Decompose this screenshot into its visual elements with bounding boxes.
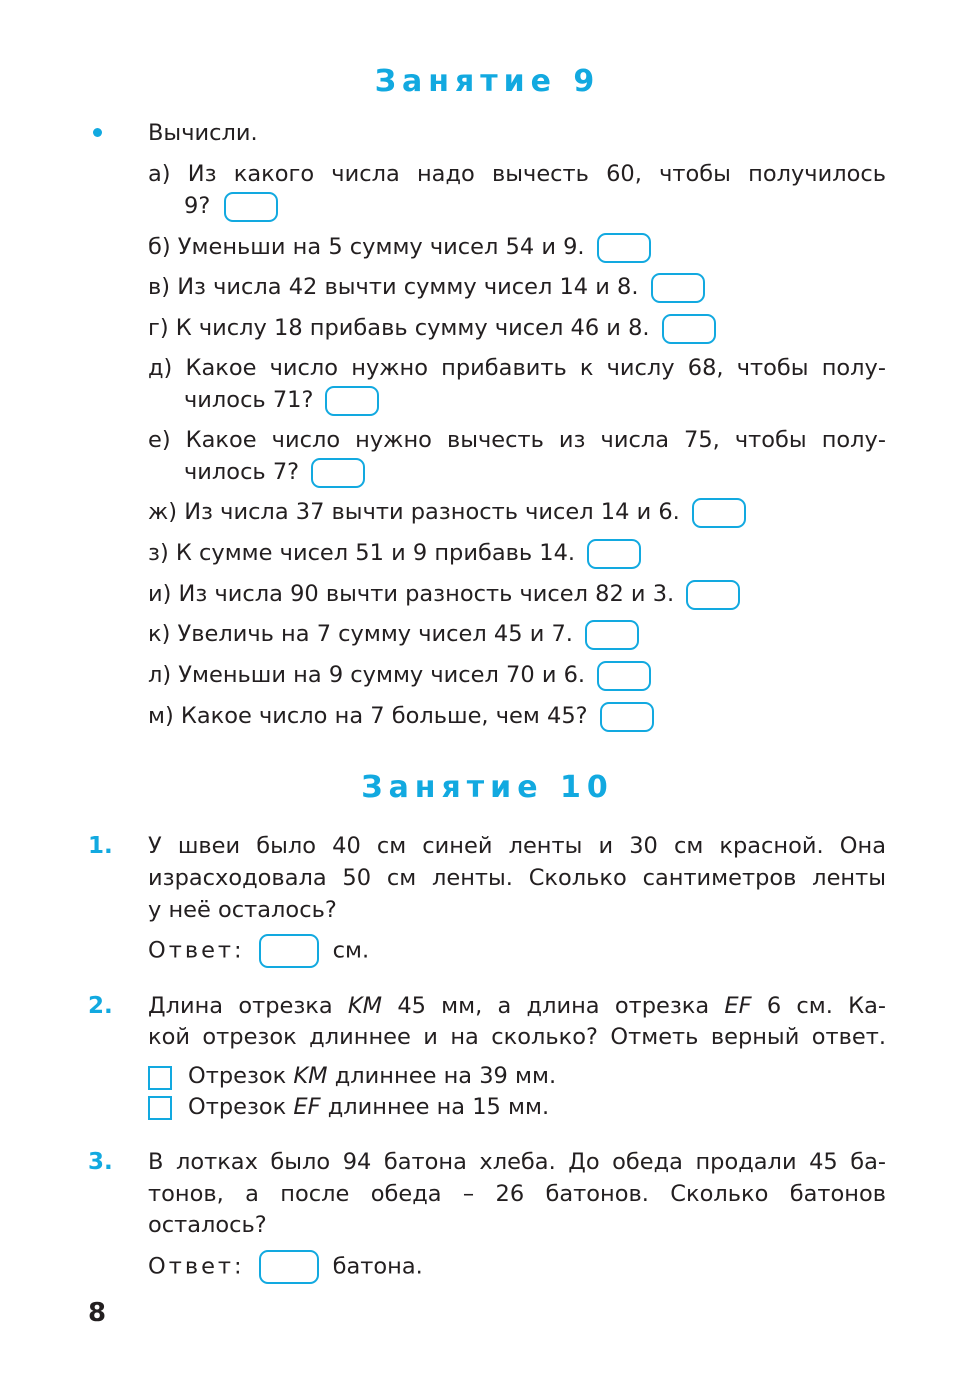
answer-box[interactable] <box>600 702 654 732</box>
answer-box[interactable] <box>597 661 651 691</box>
answer-box[interactable] <box>585 620 639 650</box>
item-l: л) Уменьши на 9 сумму чисел 70 и 6. <box>148 659 651 691</box>
task1-line1: У швеи было 40 см синей ленты и 30 см красной. Она <box>148 833 886 859</box>
item-i: и) Из числа 90 вычти разность чисел 82 и 3. <box>148 578 740 610</box>
task1-answer-row <box>148 934 369 968</box>
item-d-line2: чилось 71? <box>184 384 379 416</box>
item-k: к) Увеличь на 7 сумму чисел 45 и 7. <box>148 618 639 650</box>
item-e-line2: чилось 7? <box>184 456 365 488</box>
task-number: 2. <box>88 993 113 1019</box>
answer-box[interactable] <box>651 273 705 303</box>
option2-checkbox[interactable] <box>148 1096 172 1120</box>
item-g: г) К числу 18 прибавь сумму чисел 46 и 8. <box>148 312 716 344</box>
answer-unit: см. <box>332 937 370 964</box>
item-d-line1: д) Какое число нужно прибавить к числу 68, чтобы полу- <box>148 355 886 381</box>
task-number: 1. <box>88 833 113 859</box>
answer-label: Ответ: <box>148 1253 245 1280</box>
answer-box[interactable] <box>311 458 365 488</box>
item-v: в) Из числа 42 вычти сумму чисел 14 и 8. <box>148 271 705 303</box>
task3-line1: В лотках было 94 батона хлеба. До обеда продали 45 ба- <box>148 1149 886 1175</box>
page-number: 8 <box>88 1298 107 1328</box>
option1-checkbox[interactable] <box>148 1066 172 1090</box>
answer-box[interactable] <box>587 539 641 569</box>
task3-line3: осталось? <box>148 1212 267 1238</box>
item-a-line1: а) Из какого числа надо вычесть 60, чтобы получилось <box>148 161 886 187</box>
lesson-9-title: Занятие 9 <box>374 64 601 99</box>
task1-line3: у неё осталось? <box>148 897 337 923</box>
task3-line2: тонов, а после обеда – 26 батонов. Сколько батонов <box>148 1181 886 1207</box>
answer-box[interactable] <box>686 580 740 610</box>
answer-box[interactable] <box>325 386 379 416</box>
option2-label: Отрезок EF длиннее на 15 мм. <box>188 1094 550 1120</box>
answer-unit: батона. <box>332 1253 423 1280</box>
task1-line2: израсходовала 50 см ленты. Сколько сантиметров ленты <box>148 865 886 891</box>
item-zh: ж) Из числа 37 вычти разность чисел 14 и 6. <box>148 496 746 528</box>
answer-box[interactable] <box>692 498 746 528</box>
answer-box[interactable] <box>224 192 278 222</box>
answer-label: Ответ: <box>148 937 245 964</box>
item-z: з) К сумме чисел 51 и 9 прибавь 14. <box>148 537 641 569</box>
item-a-line2: 9? <box>184 190 278 222</box>
item-b: б) Уменьши на 5 сумму чисел 54 и 9. <box>148 231 651 263</box>
bullet-icon <box>93 128 102 137</box>
answer-box[interactable] <box>597 233 651 263</box>
task2-line1: Длина отрезка KM 45 мм, а длина отрезка EF 6 см. Ка- <box>148 993 886 1019</box>
task-number: 3. <box>88 1149 113 1175</box>
item-m: м) Какое число на 7 больше, чем 45? <box>148 700 654 732</box>
task2-line2: кой отрезок длиннее и на сколько? Отметь верный ответ. <box>148 1024 886 1050</box>
answer-box[interactable] <box>259 934 319 968</box>
task3-answer-row <box>148 1250 423 1284</box>
answer-box[interactable] <box>662 314 716 344</box>
answer-box[interactable] <box>259 1250 319 1284</box>
lesson-10-title: Занятие 10 <box>361 770 614 805</box>
exercise-intro: Вычисли. <box>148 120 258 146</box>
option1-label: Отрезок KM длиннее на 39 мм. <box>188 1063 557 1089</box>
item-e-line1: е) Какое число нужно вычесть из числа 75, чтобы полу- <box>148 427 886 453</box>
